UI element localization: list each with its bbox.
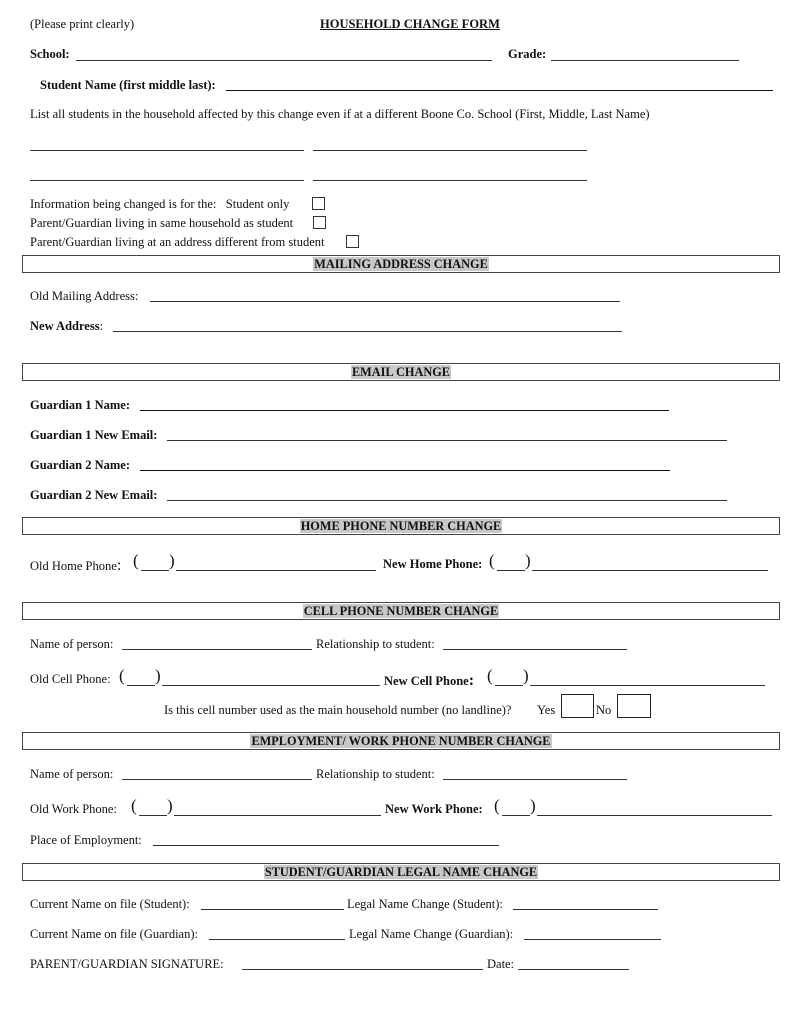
different-address-checkbox[interactable] [346, 235, 359, 248]
change-for-row-1 [30, 197, 289, 212]
old-home-phone-label: Old Home Phone [30, 559, 117, 573]
area-code-slot[interactable] [127, 685, 155, 686]
new-address-input[interactable] [113, 331, 622, 332]
area-code-open-paren: ( [119, 666, 125, 685]
new-cell-phone-input[interactable] [487, 666, 765, 689]
area-code-close-paren: ) [155, 666, 161, 685]
student-name-label: Student Name (first middle last): [40, 78, 216, 92]
guardian1-name-label: Guardian 1 Name: [30, 398, 130, 412]
area-code-slot[interactable] [502, 815, 530, 816]
area-code-open-paren: ( [133, 551, 139, 570]
number-slot[interactable] [530, 685, 765, 686]
number-slot[interactable] [176, 570, 376, 571]
number-slot[interactable] [537, 815, 772, 816]
option-different-address-label: Parent/Guardian living at an address different from student [30, 235, 325, 249]
area-code-open-paren: ( [489, 551, 495, 570]
guardian1-email-input[interactable] [167, 440, 727, 441]
area-code-slot[interactable] [139, 815, 167, 816]
form-title: HOUSEHOLD CHANGE FORM [320, 17, 500, 31]
mailing-address-section-header [22, 255, 780, 273]
same-household-checkbox[interactable] [313, 216, 326, 229]
old-work-phone-label: Old Work Phone: [30, 802, 117, 816]
option-student-only-label: Student only [225, 197, 290, 211]
guardian2-name-label: Guardian 2 Name: [30, 458, 130, 472]
current-name-guardian-label: Current Name on file (Guardian): [30, 927, 198, 941]
work-phone-title: EMPLOYMENT/ WORK PHONE NUMBER CHANGE [251, 734, 551, 748]
legal-name-guardian-label: Legal Name Change (Guardian): [349, 927, 514, 941]
new-home-phone-input[interactable] [489, 551, 768, 574]
no-label: No [596, 703, 612, 717]
student-list-input-2[interactable] [313, 150, 587, 151]
guardian1-email-label: Guardian 1 New Email: [30, 428, 158, 442]
student-name-input[interactable] [226, 90, 773, 91]
area-code-close-paren: ) [167, 796, 173, 815]
new-work-phone-label: New Work Phone: [385, 802, 483, 816]
work-phone-section-header [22, 732, 780, 750]
grade-input[interactable] [551, 60, 739, 61]
current-name-student-label: Current Name on file (Student): [30, 897, 190, 911]
new-cell-phone-label-row [384, 672, 474, 690]
new-cell-phone-colon: : [468, 672, 475, 689]
school-label: School: [30, 47, 70, 61]
area-code-slot[interactable] [497, 570, 525, 571]
student-list-input-1[interactable] [30, 150, 304, 151]
new-address-colon: : [99, 319, 104, 333]
work-relationship-label: Relationship to student: [316, 767, 435, 781]
area-code-open-paren: ( [131, 796, 137, 815]
date-label: Date: [487, 957, 515, 971]
legal-name-student-label: Legal Name Change (Student): [347, 897, 503, 911]
list-students-instruction: List all students in the household affected by this change even if at a different Boone Co. School (First, Middle, Last Name) [30, 107, 650, 121]
legal-name-section-header [22, 863, 780, 881]
yes-label: Yes [537, 703, 556, 717]
work-name-input[interactable] [122, 779, 312, 780]
signature-label: PARENT/GUARDIAN SIGNATURE: [30, 957, 224, 971]
email-change-title: EMAIL CHANGE [351, 365, 451, 379]
area-code-close-paren: ) [530, 796, 536, 815]
work-name-label: Name of person: [30, 767, 114, 781]
old-mailing-address-input[interactable] [150, 301, 620, 302]
cell-phone-section-header [22, 602, 780, 620]
area-code-close-paren: ) [523, 666, 529, 685]
no-checkbox[interactable] [617, 694, 651, 718]
place-of-employment-label: Place of Employment: [30, 833, 142, 847]
student-list-input-4[interactable] [313, 180, 587, 181]
old-home-phone-label-row [30, 557, 121, 575]
old-home-phone-colon: : [116, 557, 122, 574]
date-input[interactable] [518, 969, 629, 970]
old-work-phone-input[interactable] [131, 796, 381, 819]
area-code-open-paren: ( [494, 796, 500, 815]
place-of-employment-input[interactable] [153, 845, 499, 846]
legal-name-title: STUDENT/GUARDIAN LEGAL NAME CHANGE [264, 865, 538, 879]
home-phone-title: HOME PHONE NUMBER CHANGE [300, 519, 502, 533]
grade-label: Grade: [508, 47, 547, 61]
old-home-phone-input[interactable] [133, 551, 376, 574]
student-only-checkbox[interactable] [312, 197, 325, 210]
yes-checkbox[interactable] [561, 694, 594, 718]
work-relationship-input[interactable] [443, 779, 627, 780]
school-input[interactable] [76, 60, 492, 61]
cell-name-input[interactable] [122, 649, 312, 650]
guardian2-name-input[interactable] [140, 470, 670, 471]
cell-relationship-label: Relationship to student: [316, 637, 435, 651]
number-slot[interactable] [174, 815, 381, 816]
current-name-student-input[interactable] [201, 909, 344, 910]
old-cell-phone-label: Old Cell Phone: [30, 672, 111, 686]
area-code-close-paren: ) [525, 551, 531, 570]
new-home-phone-label: New Home Phone: [383, 557, 483, 571]
old-cell-phone-input[interactable] [119, 666, 380, 689]
cell-name-label: Name of person: [30, 637, 114, 651]
legal-name-student-input[interactable] [513, 909, 658, 910]
new-address-label: New Address [30, 319, 100, 333]
number-slot[interactable] [532, 570, 768, 571]
change-for-prompt: Information being changed is for the: [30, 197, 217, 211]
legal-name-guardian-input[interactable] [524, 939, 661, 940]
area-code-close-paren: ) [169, 551, 175, 570]
option-same-household-label: Parent/Guardian living in same household as student [30, 216, 294, 230]
mailing-address-title: MAILING ADDRESS CHANGE [314, 257, 488, 271]
cell-phone-title: CELL PHONE NUMBER CHANGE [303, 604, 499, 618]
new-address-label-row [30, 319, 103, 334]
student-list-input-3[interactable] [30, 180, 304, 181]
main-number-question: Is this cell number used as the main household number (no landline)? [164, 703, 512, 717]
home-phone-section-header [22, 517, 780, 535]
email-section-header [22, 363, 780, 381]
print-clearly-note: (Please print clearly) [30, 17, 135, 31]
guardian2-email-input[interactable] [167, 500, 727, 501]
new-work-phone-input[interactable] [494, 796, 772, 819]
current-name-guardian-input[interactable] [209, 939, 345, 940]
signature-input[interactable] [242, 969, 483, 970]
old-mailing-address-label: Old Mailing Address: [30, 289, 139, 303]
area-code-open-paren: ( [487, 666, 493, 685]
area-code-slot[interactable] [141, 570, 169, 571]
number-slot[interactable] [162, 685, 380, 686]
area-code-slot[interactable] [495, 685, 523, 686]
guardian2-email-label: Guardian 2 New Email: [30, 488, 158, 502]
new-cell-phone-label: New Cell Phone [384, 674, 469, 688]
guardian1-name-input[interactable] [140, 410, 669, 411]
cell-relationship-input[interactable] [443, 649, 627, 650]
